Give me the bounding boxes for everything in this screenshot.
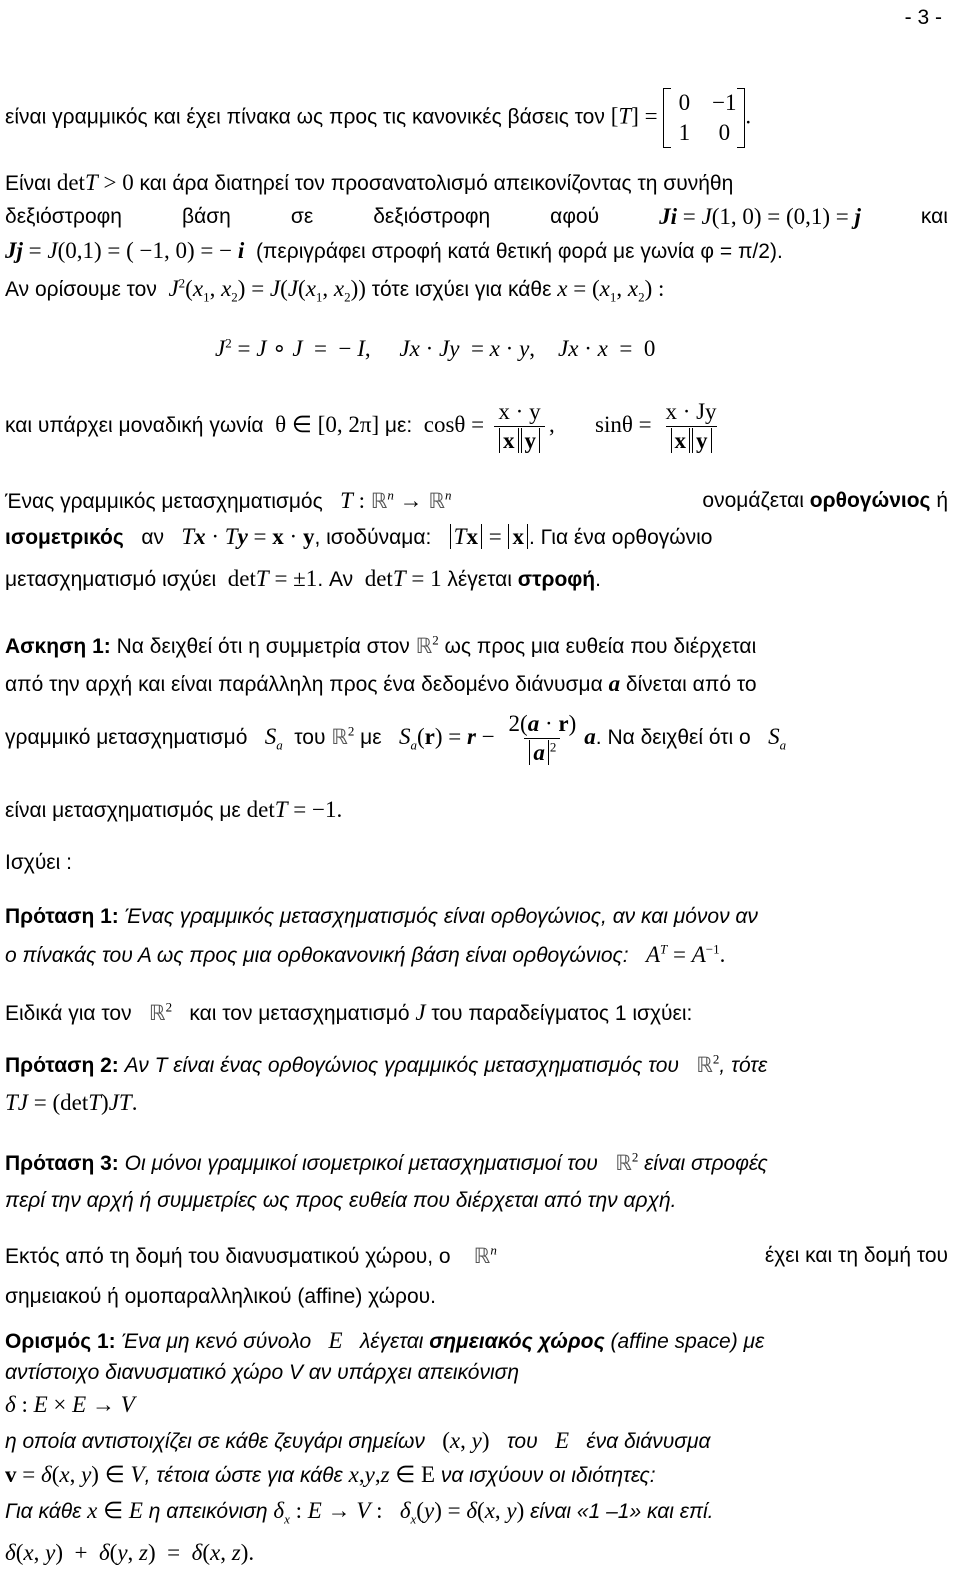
text-span: η οποία αντιστοιχίζει σε κάθε ζευγάρι σημείων xyxy=(5,1430,425,1453)
paragraph-line: δεξιόστροφη βάση σε δεξιόστροφη αφού Ji = J(1, 0) = (0,1) = j και xyxy=(5,204,948,229)
paragraph-line: Είναι detT > 0 και άρα διατηρεί τον προσανατολισμό απεικονίζοντας τη συνήθη xyxy=(5,170,734,195)
text-span: έχει και τη δομή του xyxy=(764,1244,948,1267)
fraction: $\frac{x \cdot y}{\text{x y}}$ xyxy=(494,400,545,453)
text-span: είναι «1 –1» και επί. xyxy=(530,1500,714,1523)
text-span: ή xyxy=(936,489,948,512)
text-span: να ισχύουν οι ιδιότητες: xyxy=(440,1464,656,1487)
text-span: του παραδείγματος 1 ισχύει: xyxy=(431,1002,693,1025)
text-span: . Να δειχθεί ότι ο xyxy=(595,726,751,750)
text-span: περί την αρχή ή συμμετρίες ως προς ευθεία που διέρχεται από την αρχή. xyxy=(5,1189,677,1212)
page-number: - 3 - xyxy=(904,6,942,29)
paragraph-line: ισομετρικός αν Tx · Ty = x · y, ισοδύναμα: Tx = x . Για ένα ορθογώνιο xyxy=(5,524,713,549)
text-span: . Για ένα ορθογώνιο xyxy=(528,526,713,549)
paragraph-line: μετασχηματισμό ισχύει detT = ±1. Αν detT = 1 λέγεται στροφή. xyxy=(5,566,601,591)
definition-line: δ : E × E → V xyxy=(5,1392,135,1417)
paragraph-line: και υπάρχει μοναδική γωνία θ ∈ [0, 2π] με: cosθ = $\frac{x \cdot y}{\text{x y}}$ , sinθ = $\frac{x \cdot Jy}{\text{x y}}$ xyxy=(5,400,948,453)
text-span: ονομάζεται xyxy=(702,489,804,512)
proposition-line xyxy=(5,904,948,930)
text-span: Οι μόνοι γραμμικοί ισομετρικοί μετασχηματισμοί του xyxy=(124,1152,598,1175)
exercise-line: Ασκηση 1: Να δειχθεί ότι η συμμετρία στον ℝ$^2$ ως προς μια ευθεία που διέρχεται xyxy=(5,632,757,658)
text-span: είναι στροφές xyxy=(644,1152,768,1175)
text-span: λέγεται xyxy=(359,1330,424,1353)
text-span: Ένα μη κενό σύνολο xyxy=(121,1330,312,1353)
exercise-line: γραμμικό μετασχηματισμό $S_a$ του ℝ$^2$ με $S_a(r) = r$ − $\frac{2(a \cdot r)}{a ^2}$ a. Να δειχθεί ότι ο $S_a$ xyxy=(5,711,787,765)
text-span: , τέτοια ώστε για κάθε xyxy=(144,1464,343,1487)
fraction: $\frac{2(a \cdot r)}{a ^2}$ xyxy=(508,711,577,765)
rotation-matrix xyxy=(663,88,745,148)
text-span: Αν ορίσουμε τον xyxy=(5,278,157,301)
text-span: η απεικόνιση xyxy=(148,1500,268,1523)
proposition-line: Πρόταση 3: Οι μόνοι γραμμικοί ισομετρικοί μετασχηματισμοί του ℝ$^2$ είναι στροφές xyxy=(5,1149,768,1175)
matrix-cell: −1 xyxy=(712,90,737,115)
paragraph-line: Αν ορίσουμε τον $J^2(x_1$, $x_2) = J(J(x_1$, $x_2$)) τότε ισχύει για κάθε $x = (x_1$, $x_2$) : xyxy=(5,275,665,305)
text-span: Ισχύει : xyxy=(5,851,72,874)
matrix-cell: 0 xyxy=(678,90,691,115)
paragraph-line: Ειδικά για τον ℝ$^2$ και τον μετασχηματισμό J του παραδείγματος 1 ισχύει: xyxy=(5,999,693,1025)
paragraph-line xyxy=(5,1284,948,1310)
bold-term: σημειακός χώρος xyxy=(429,1330,605,1353)
text-span: με xyxy=(360,726,382,750)
matrix-cell: 1 xyxy=(678,120,691,145)
text-span: Για κάθε xyxy=(5,1500,82,1523)
text-span: σημειακού ή ομοπαραλληλικού (affine) χώρου. xyxy=(5,1285,436,1308)
fraction: $\frac{x \cdot Jy}{\text{x y}}$ xyxy=(665,399,717,453)
text-span: γραμμικό μετασχηματισμό xyxy=(5,726,248,750)
paragraph-line: Jj = J(0,1) = ( −1, 0) = − i (περιγράφει στροφή κατά θετική φορά με γωνία φ = π/2). xyxy=(5,238,783,263)
text-span: δεξιόστροφη xyxy=(5,205,122,228)
text-span: και υπάρχει μοναδική γωνία xyxy=(5,414,264,438)
text-span: . Αν xyxy=(317,568,354,591)
text-span: ως προς μια ευθεία που διέρχεται xyxy=(444,635,757,658)
text-span: είναι γραμμικός και έχει πίνακα ως προς τις κανονικές βάσεις τον xyxy=(5,105,605,129)
text-span: του xyxy=(506,1430,538,1453)
definition-line: Ορισμός 1: Ένα μη κενό σύνολο E λέγεται σημειακός χώρος (affine space) με xyxy=(5,1328,765,1353)
proposition-line: ο πίνακάς του Α ως προς μια ορθοκανονική βάση είναι ορθογώνιος: $A^T = A^{-1}$. xyxy=(5,941,726,967)
text-span: σε xyxy=(290,205,314,228)
text-span: λέγεται xyxy=(447,568,512,591)
exercise-label: Ασκηση 1: xyxy=(5,635,111,658)
text-span: , τότε xyxy=(719,1054,768,1077)
text-span: , ισοδύναμα: xyxy=(314,526,432,549)
text-span: Αν Τ είναι ένας ορθογώνιος γραμμικός μετασχηματισμός του xyxy=(124,1054,679,1077)
paragraph-line: Ένας γραμμικός μετασχηματισμός T : ℝ$^n$ → ℝ$^n$ ονομάζεται ορθογώνιος ή xyxy=(5,487,948,513)
paragraph-line xyxy=(5,850,948,876)
bold-term: στροφή xyxy=(517,568,596,591)
paragraph-line: Εκτός από τη δομή του διανυσματικού χώρου, ο ℝ$^n$ έχει και τη δομή του xyxy=(5,1242,948,1268)
text-span: από την αρχή και είναι παράλληλη προς ένα δεδομένο διάνυσμα xyxy=(5,673,603,696)
text-span: αφού xyxy=(550,205,600,228)
definition-label: Ορισμός 1: xyxy=(5,1330,116,1353)
proposition-line: Πρόταση 2: Αν Τ είναι ένας ορθογώνιος γραμμικός μετασχηματισμός του ℝ$^2$, τότε xyxy=(5,1051,768,1077)
exercise-line: είναι μετασχηματισμός με detT = −1. xyxy=(5,797,343,822)
text-span: τότε ισχύει για κάθε xyxy=(371,278,552,301)
proposition-label: Πρόταση 3: xyxy=(5,1152,119,1175)
proposition-label: Πρόταση 2: xyxy=(5,1054,119,1077)
text-span: δίνεται από το xyxy=(625,673,757,696)
text-span: ο πίνακάς του Α ως προς μια ορθοκανονική βάση είναι ορθογώνιος: xyxy=(5,944,629,967)
definition-line: η οποία αντιστοιχίζει σε κάθε ζευγάρι σημείων (x, y) του E ένα διάνυσμα xyxy=(5,1428,711,1453)
text-span: βάση xyxy=(181,205,231,228)
text-span: αντίστοιχο διανυσματικό χώρο V αν υπάρχει απεικόνιση xyxy=(5,1361,519,1384)
definition-line: Για κάθε x ∈ E η απεικόνιση $\delta_x$ : E → V : $\delta_x(y) = \delta(x$, y) είναι «1 –1» και επί. xyxy=(5,1498,714,1527)
text-span: και άρα διατηρεί τον προσανατολισμό απεικονίζοντας τη συνήθη xyxy=(139,172,734,195)
proposition-line xyxy=(5,1188,948,1214)
definition-line xyxy=(5,1360,948,1386)
definition-line: δ(x, y) + δ(y, z) = δ(x, z). xyxy=(5,1540,255,1565)
proposition-label: Πρόταση 1: xyxy=(5,905,119,928)
text-span: δεξιόστροφη xyxy=(373,205,491,228)
text-span: Ένας γραμμικός μετασχηματισμός xyxy=(5,490,323,513)
text-span: του xyxy=(294,726,326,750)
text-span: Να δειχθεί ότι η συμμετρία στον xyxy=(116,635,410,658)
text-span: είναι μετασχηματισμός με xyxy=(5,799,241,822)
bold-term: ισομετρικός xyxy=(5,526,124,549)
text-span: και τον μετασχηματισμό xyxy=(189,1002,410,1025)
text-span: Εκτός από τη δομή του διανυσματικού χώρου, ο xyxy=(5,1245,451,1268)
text-span: αν xyxy=(141,526,164,549)
matrix-line: είναι γραμμικός και έχει πίνακα ως προς τις κανονικές βάσεις τον [T] = 0 −1 1 0 . xyxy=(5,88,948,148)
text-span: (affine space) με xyxy=(610,1330,765,1353)
text-span: και xyxy=(920,205,948,228)
text-span: ένα διάνυσμα xyxy=(586,1430,711,1453)
proposition-line: TJ = (detT)JT. xyxy=(5,1090,138,1115)
definition-line: v = δ(x, y) ∈ V, τέτοια ώστε για κάθε x,y,z ∈ Ε να ισχύουν οι ιδιότητες: xyxy=(5,1462,656,1487)
text-span: Ένας γραμμικός μετασχηματισμός είναι ορθογώνιος, αν και μόνον αν xyxy=(124,905,758,928)
bold-term: ορθογώνιος xyxy=(809,489,931,512)
equation-line: $J^2 = J$ ∘ J = − I, Jx · Jy = x · y, Jx · x = 0 xyxy=(215,335,656,361)
text-span: Είναι xyxy=(5,172,51,195)
matrix-cell: 0 xyxy=(718,120,731,145)
text-span: μετασχηματισμό ισχύει xyxy=(5,568,217,591)
text-span: (περιγράφει στροφή κατά θετική φορά με γωνία φ = π/2). xyxy=(255,240,783,263)
text-span: με: xyxy=(384,414,413,438)
text-span: Ειδικά για τον xyxy=(5,1002,132,1025)
exercise-line: από την αρχή και είναι παράλληλη προς ένα δεδομένο διάνυσμα a δίνεται από το xyxy=(5,671,757,696)
